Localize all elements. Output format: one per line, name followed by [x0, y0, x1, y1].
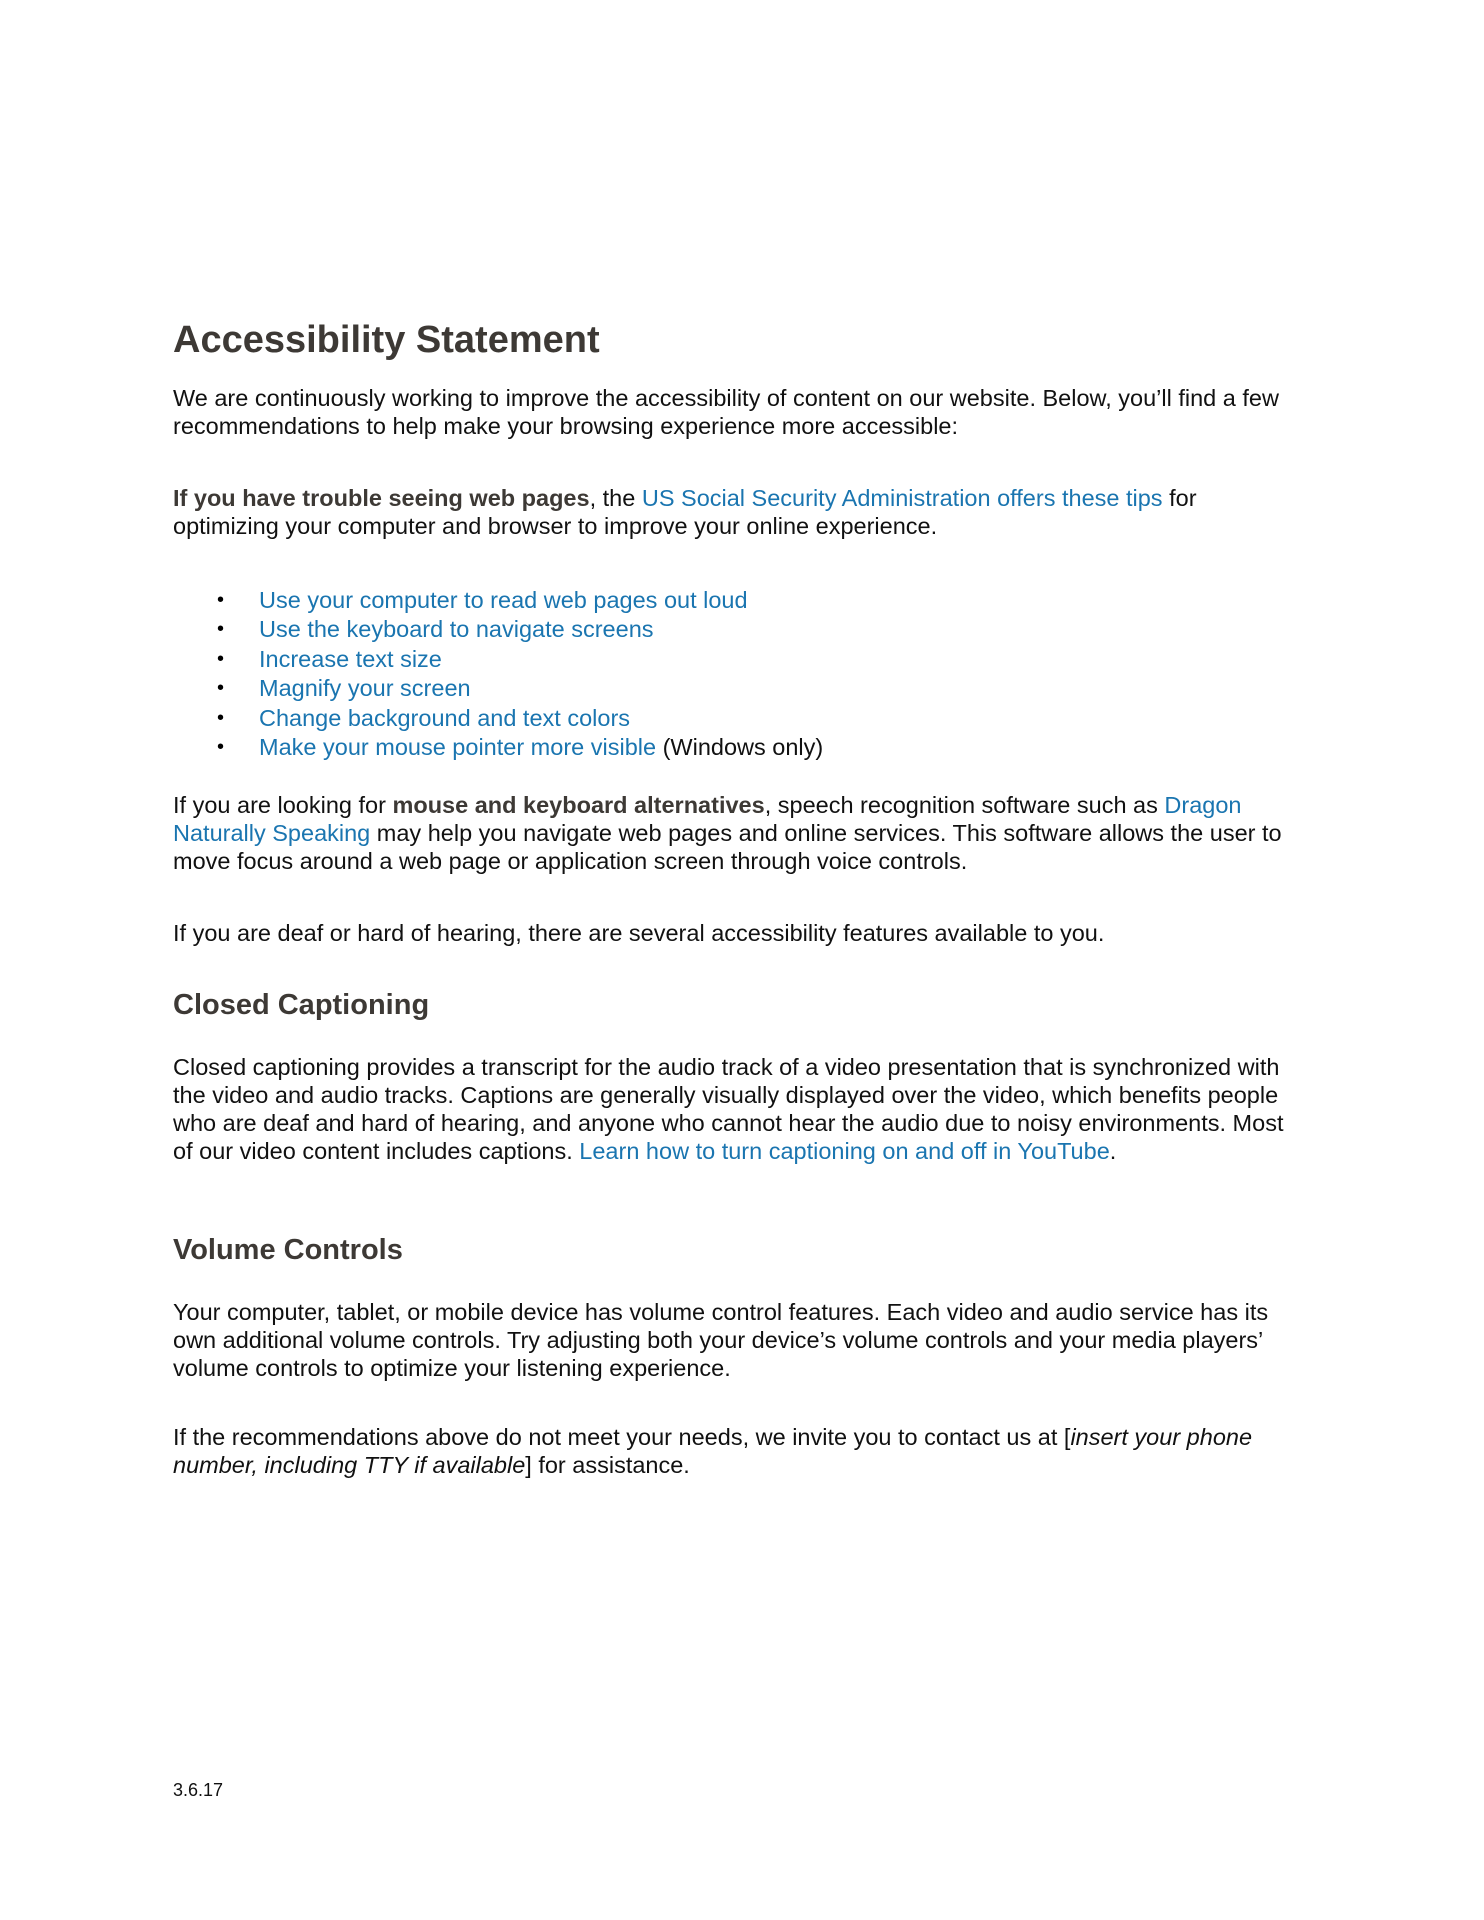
mk-text-after-link: may help you navigate web pages and online services. This software allows the user to move focus around a web page or application screen through voice controls.: [173, 820, 1282, 874]
vision-text-before-link: , the: [589, 485, 642, 511]
list-item: [173, 704, 1303, 733]
tip-link-keyboard-navigation[interactable]: Use the keyboard to navigate screens: [259, 616, 654, 643]
list-item: [173, 674, 1303, 703]
closed-captioning-heading: Closed Captioning: [173, 989, 430, 1021]
bullet-icon: •: [217, 677, 225, 700]
tip-link-change-colors[interactable]: Change background and text colors: [259, 704, 631, 731]
vision-paragraph: [173, 484, 1303, 540]
youtube-captioning-link[interactable]: Learn how to turn captioning on and off in YouTube: [579, 1138, 1110, 1164]
deaf-intro-paragraph: If you are deaf or hard of hearing, there are several accessibility features available to you.: [173, 920, 1105, 946]
vision-bold-lead: If you have trouble seeing web pages: [173, 485, 590, 511]
bullet-icon: •: [217, 706, 225, 729]
list-item: [173, 586, 1303, 615]
mk-text-before-bold: If you are looking for: [173, 792, 393, 818]
intro-paragraph: We are continuously working to improve the accessibility of content on our website. Below, you’ll find a few recommendations to help make your browsing experience more accessible:: [173, 385, 1279, 439]
bullet-icon: •: [217, 589, 225, 611]
tip-link-mouse-pointer[interactable]: Make your mouse pointer more visible: [259, 733, 657, 760]
contact-paragraph: [173, 1423, 1303, 1479]
list-item: [173, 733, 1303, 762]
volume-controls-heading: Volume Controls: [173, 1234, 403, 1266]
bullet-icon: •: [217, 618, 225, 641]
contact-text-after: ] for assistance.: [525, 1452, 690, 1478]
volume-controls-paragraph: Your computer, tablet, or mobile device has volume control features. Each video and audio service has its own additional volume controls. Try adjusting both your device’s volume controls and your media players’ volume controls to optimize your listening experience.: [173, 1299, 1269, 1381]
list-item: [173, 615, 1303, 644]
tip-link-magnify-screen[interactable]: Magnify your screen: [259, 675, 471, 702]
vision-text-after-link: for optimizing your computer and browser to improve your online experience.: [173, 485, 1197, 539]
page-title: Accessibility Statement: [173, 319, 600, 361]
tip-suffix: (Windows only): [656, 733, 824, 760]
footer-version: 3.6.17: [173, 1780, 224, 1800]
ssa-tips-link[interactable]: US Social Security Administration offers these tips: [641, 485, 1163, 511]
contact-text-before: If the recommendations above do not meet your needs, we invite you to contact us at [: [173, 1424, 1071, 1450]
cc-text-after-link: .: [1109, 1138, 1117, 1164]
dragon-naturally-speaking-link[interactable]: Dragon Naturally Speaking: [173, 792, 1242, 846]
list-item: [173, 645, 1303, 674]
mouse-keyboard-paragraph: [173, 791, 1303, 875]
tip-link-read-aloud[interactable]: Use your computer to read web pages out loud: [259, 587, 748, 613]
mk-text-before-link: , speech recognition software such as: [764, 792, 1165, 818]
accessibility-tips-list: [173, 586, 1303, 762]
bullet-icon: •: [217, 647, 225, 670]
mk-bold-phrase: mouse and keyboard alternatives: [392, 792, 765, 818]
bullet-icon: •: [217, 735, 225, 758]
closed-captioning-paragraph: [173, 1053, 1303, 1165]
contact-placeholder: insert your phone number, including TTY if available: [173, 1424, 1253, 1478]
cc-text: Closed captioning provides a transcript for the audio track of a video presentation that is synchronized with the video and audio tracks. Captions are generally visually displayed over the video, which benefits people who are deaf and hard of hearing, and anyone who cannot hear the audio due to noisy environments. Most of our video content includes captions.: [173, 1054, 1284, 1164]
tip-link-increase-text-size[interactable]: Increase text size: [259, 645, 442, 672]
